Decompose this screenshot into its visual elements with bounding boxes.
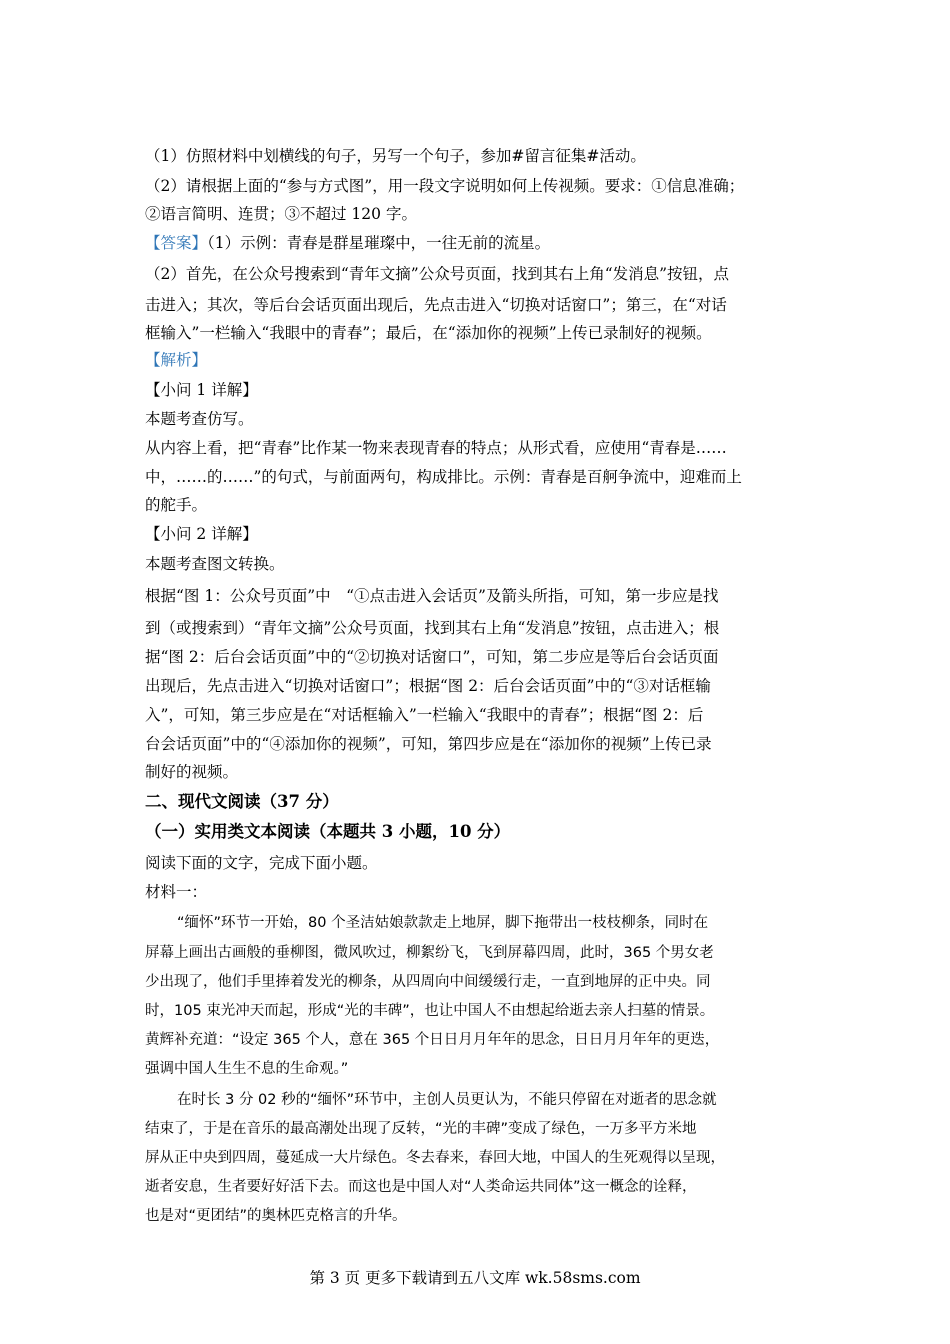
answer-tag: 【答案】 [145, 234, 208, 252]
material-paragraph-line: “缅怀”环节一开始，80 个圣洁姑娘款款走上地屏，脚下拖带出一枝枝柳条，同时在 [177, 915, 709, 931]
material-paragraph-line: 结束了，于是在音乐的最高潮处出现了反转，“光的丰碑”变成了绿色，一万多平方米地 [145, 1121, 697, 1137]
material-paragraph-line: 在时长 3 分 02 秒的“缅怀”环节中，主创人员更认为，不能只停留在对逝者的思念就 [177, 1092, 717, 1108]
page-footer: 第 3 页 更多下载请到五八文库 wk.58sms.com [309, 1269, 641, 1287]
sub-question-1-heading: 【小问 1 详解】 [145, 381, 258, 399]
material-paragraph-line: 强调中国人生生不息的生命观。” [145, 1061, 349, 1077]
question-1-text: （1）仿照材料中划横线的句子，另写一个句子，参加#留言征集#活动。 [145, 147, 646, 165]
analysis-text: 本题考查图文转换。 [145, 555, 285, 573]
instruction-text: 阅读下面的文字，完成下面小题。 [145, 854, 378, 872]
material-label: 材料一： [145, 883, 208, 901]
analysis-text: 制好的视频。 [145, 763, 239, 781]
analysis-text: 出现后，先点击进入“切换对话窗口”；根据“图 2：后台会话页面”中的“③对话框输 [145, 677, 711, 695]
material-paragraph-line: 也是对“更团结”的奥林匹克格言的升华。 [145, 1208, 407, 1224]
section-heading: 二、现代文阅读（37 分） [145, 792, 339, 811]
answer-text: （1）示例：青春是群星璀璨中，一往无前的流星。 [207, 234, 551, 252]
material-paragraph-line: 黄辉补充道：“设定 365 个人，意在 365 个日日月月年年的思念，日日月月年年的更迭， [145, 1032, 720, 1048]
analysis-text: 入”，可知，第三步应是在“对话框输入”一栏输入“我眼中的青春”；根据“图 2：后 [145, 706, 704, 724]
analysis-text: 据“图 2：后台会话页面”中的“②切换对话窗口”，可知，第二步应是等后台会话页面 [145, 648, 719, 666]
analysis-text: 从内容上看，把“青春”比作某一物来表现青春的特点；从形式看，应使用“青春是…… [145, 439, 727, 457]
question-2-text: （2）请根据上面的“参与方式图”，用一段文字说明如何上传视频。要求：①信息准确； [145, 177, 745, 195]
question-2-text-cont: ②语言简明、连贯；③不超过 120 字。 [145, 205, 417, 223]
answer-line-1 [145, 233, 810, 253]
answer-line-3: 击进入；其次，等后台会话页面出现后，先点击进入“切换对话窗口”；第三，在“对话 [145, 296, 727, 314]
material-paragraph-line: 屏幕上画出古画般的垂柳图，微风吹过，柳絮纷飞，飞到屏幕四周，此时，365 个男女老 [145, 945, 714, 961]
analysis-tag: 【解析】 [145, 351, 208, 369]
analysis-text: 根据“图 1：公众号页面”中 “①点击进入会话页”及箭头所指，可知，第一步应是找 [145, 587, 719, 605]
sub-question-2-heading: 【小问 2 详解】 [145, 525, 258, 543]
analysis-text: 本题考查仿写。 [145, 410, 254, 428]
analysis-text: 中，……的……”的句式，与前面两句，构成排比。示例：青春是百舸争流中，迎难而上 [145, 468, 742, 486]
answer-line-2: （2）首先，在公众号搜索到“青年文摘”公众号页面，找到其右上角“发消息”按钮，点 [145, 265, 730, 283]
material-paragraph-line: 时，105 束光冲天而起，形成“光的丰碑”，也让中国人不由想起给逝去亲人扫墓的情景。 [145, 1003, 715, 1019]
analysis-text: 的舵手。 [145, 496, 208, 514]
subsection-heading: （一）实用类文本阅读（本题共 3 小题，10 分） [145, 822, 511, 841]
answer-line-4: 框输入”一栏输入“我眼中的青春”；最后，在“添加你的视频”上传已录制好的视频。 [145, 324, 712, 342]
material-paragraph-line: 屏从正中央到四周，蔓延成一大片绿色。冬去春来，春回大地，中国人的生死观得以呈现， [145, 1150, 725, 1166]
material-paragraph-line: 少出现了，他们手里捧着发光的柳条，从四周向中间缓缓行走，一直到地屏的正中央。同 [145, 974, 711, 990]
analysis-text: 到（或搜索到）“青年文摘”公众号页面，找到其右上角“发消息”按钮，点击进入；根 [145, 619, 720, 637]
material-paragraph-line: 逝者安息，生者要好好活下去。而这也是中国人对“人类命运共同体”这一概念的诠释， [145, 1179, 697, 1195]
analysis-text: 台会话页面”中的“④添加你的视频”，可知，第四步应是在“添加你的视频”上传已录 [145, 735, 712, 753]
